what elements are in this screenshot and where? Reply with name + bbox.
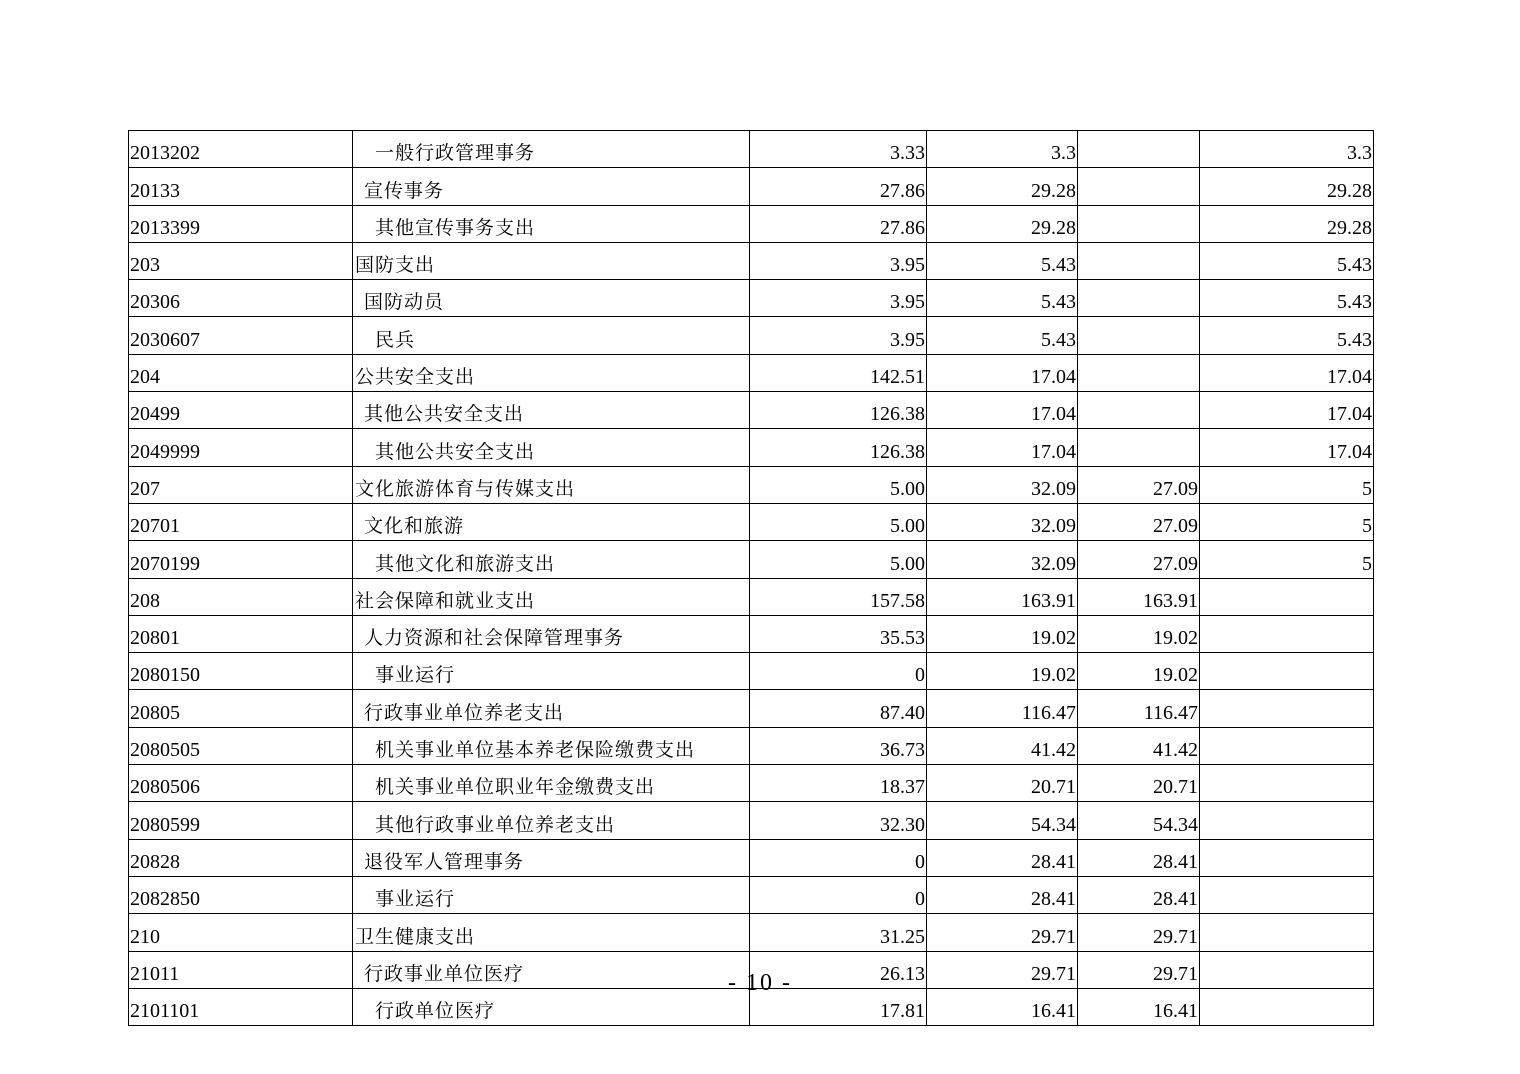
subject-code-cell: 2080506 [129,765,353,802]
budget-table [128,130,1374,1026]
amount-cell-1: 5.00 [750,503,927,540]
amount-cell-2: 163.91 [927,578,1078,615]
subject-code-cell: 20801 [129,615,353,652]
subject-name-cell: 机关事业单位基本养老保险缴费支出 [353,727,750,764]
amount-cell-3 [1078,242,1200,279]
amount-cell-2: 19.02 [927,653,1078,690]
amount-cell-2: 20.71 [927,765,1078,802]
amount-cell-1: 0 [750,653,927,690]
amount-cell-2: 54.34 [927,802,1078,839]
table-row [129,429,1374,466]
amount-cell-2: 28.41 [927,876,1078,913]
amount-cell-3: 54.34 [1078,802,1200,839]
subject-code-cell: 21011 [129,951,353,988]
subject-code-cell: 2013399 [129,205,353,242]
amount-cell-1: 31.25 [750,914,927,951]
subject-code-cell: 2070199 [129,541,353,578]
amount-cell-3 [1078,317,1200,354]
subject-code-cell: 203 [129,242,353,279]
amount-cell-4: 5.43 [1200,242,1374,279]
amount-cell-4: 5 [1200,503,1374,540]
amount-cell-4: 17.04 [1200,354,1374,391]
amount-cell-3 [1078,131,1200,168]
amount-cell-3: 28.41 [1078,839,1200,876]
amount-cell-3: 16.41 [1078,988,1200,1025]
amount-cell-3: 29.71 [1078,914,1200,951]
subject-name-cell: 民兵 [353,317,750,354]
table-row [129,317,1374,354]
subject-name-cell: 事业运行 [353,876,750,913]
amount-cell-2: 3.3 [927,131,1078,168]
subject-name-cell: 其他宣传事务支出 [353,205,750,242]
subject-name-cell: 退役军人管理事务 [353,839,750,876]
amount-cell-1: 26.13 [750,951,927,988]
amount-cell-1: 3.33 [750,131,927,168]
amount-cell-2: 5.43 [927,242,1078,279]
amount-cell-3: 116.47 [1078,690,1200,727]
table-row [129,242,1374,279]
table-row [129,802,1374,839]
subject-name-cell: 文化旅游体育与传媒支出 [353,466,750,503]
amount-cell-2: 116.47 [927,690,1078,727]
amount-cell-2: 16.41 [927,988,1078,1025]
page-number: - 10 - [728,970,792,996]
amount-cell-2: 5.43 [927,280,1078,317]
amount-cell-1: 142.51 [750,354,927,391]
amount-cell-2: 19.02 [927,615,1078,652]
subject-name-cell: 行政事业单位医疗 [353,951,750,988]
amount-cell-3 [1078,168,1200,205]
amount-cell-1: 27.86 [750,205,927,242]
amount-cell-4 [1200,727,1374,764]
amount-cell-1: 157.58 [750,578,927,615]
amount-cell-1: 18.37 [750,765,927,802]
subject-code-cell: 2013202 [129,131,353,168]
amount-cell-1: 3.95 [750,242,927,279]
amount-cell-3: 19.02 [1078,615,1200,652]
amount-cell-4 [1200,653,1374,690]
amount-cell-4 [1200,690,1374,727]
table-row [129,615,1374,652]
amount-cell-3: 19.02 [1078,653,1200,690]
amount-cell-4 [1200,839,1374,876]
subject-name-cell: 公共安全支出 [353,354,750,391]
subject-name-cell: 社会保障和就业支出 [353,578,750,615]
table-row [129,876,1374,913]
amount-cell-3 [1078,354,1200,391]
amount-cell-1: 0 [750,839,927,876]
subject-name-cell: 人力资源和社会保障管理事务 [353,615,750,652]
amount-cell-4: 17.04 [1200,429,1374,466]
subject-name-cell: 国防支出 [353,242,750,279]
amount-cell-3 [1078,205,1200,242]
amount-cell-4 [1200,802,1374,839]
subject-code-cell: 2080505 [129,727,353,764]
amount-cell-1: 3.95 [750,317,927,354]
subject-code-cell: 20306 [129,280,353,317]
amount-cell-3: 28.41 [1078,876,1200,913]
subject-code-cell: 2030607 [129,317,353,354]
amount-cell-4 [1200,876,1374,913]
amount-cell-4 [1200,765,1374,802]
budget-table-body [129,131,1374,1026]
amount-cell-4 [1200,914,1374,951]
subject-code-cell: 2080599 [129,802,353,839]
amount-cell-4: 17.04 [1200,392,1374,429]
amount-cell-3 [1078,280,1200,317]
subject-name-cell: 行政单位医疗 [353,988,750,1025]
table-row [129,280,1374,317]
subject-name-cell: 卫生健康支出 [353,914,750,951]
amount-cell-4: 5 [1200,466,1374,503]
amount-cell-1: 17.81 [750,988,927,1025]
amount-cell-2: 29.71 [927,914,1078,951]
subject-code-cell: 20133 [129,168,353,205]
table-row [129,765,1374,802]
amount-cell-1: 27.86 [750,168,927,205]
amount-cell-1: 3.95 [750,280,927,317]
amount-cell-4: 5.43 [1200,317,1374,354]
amount-cell-4: 5 [1200,541,1374,578]
amount-cell-2: 17.04 [927,392,1078,429]
amount-cell-2: 29.28 [927,205,1078,242]
amount-cell-1: 87.40 [750,690,927,727]
amount-cell-2: 29.71 [927,951,1078,988]
amount-cell-3: 29.71 [1078,951,1200,988]
amount-cell-1: 5.00 [750,541,927,578]
amount-cell-3: 163.91 [1078,578,1200,615]
amount-cell-1: 126.38 [750,392,927,429]
subject-name-cell: 一般行政管理事务 [353,131,750,168]
table-row [129,578,1374,615]
amount-cell-2: 32.09 [927,466,1078,503]
table-row [129,466,1374,503]
subject-name-cell: 其他文化和旅游支出 [353,541,750,578]
subject-code-cell: 20499 [129,392,353,429]
amount-cell-3: 27.09 [1078,503,1200,540]
subject-code-cell: 207 [129,466,353,503]
amount-cell-2: 17.04 [927,429,1078,466]
amount-cell-2: 41.42 [927,727,1078,764]
amount-cell-1: 126.38 [750,429,927,466]
amount-cell-4: 29.28 [1200,168,1374,205]
table-row [129,131,1374,168]
subject-name-cell: 文化和旅游 [353,503,750,540]
amount-cell-3: 41.42 [1078,727,1200,764]
amount-cell-4: 5.43 [1200,280,1374,317]
amount-cell-1: 35.53 [750,615,927,652]
subject-name-cell: 机关事业单位职业年金缴费支出 [353,765,750,802]
amount-cell-4: 29.28 [1200,205,1374,242]
table-row [129,541,1374,578]
table-row [129,354,1374,391]
amount-cell-1: 32.30 [750,802,927,839]
table-row [129,392,1374,429]
subject-code-cell: 208 [129,578,353,615]
amount-cell-1: 36.73 [750,727,927,764]
subject-name-cell: 其他行政事业单位养老支出 [353,802,750,839]
amount-cell-2: 32.09 [927,503,1078,540]
table-row [129,168,1374,205]
amount-cell-4 [1200,615,1374,652]
table-row [129,727,1374,764]
subject-name-cell: 事业运行 [353,653,750,690]
amount-cell-2: 5.43 [927,317,1078,354]
amount-cell-3: 27.09 [1078,466,1200,503]
amount-cell-4: 3.3 [1200,131,1374,168]
table-row [129,503,1374,540]
subject-code-cell: 2082850 [129,876,353,913]
table-row [129,653,1374,690]
amount-cell-2: 32.09 [927,541,1078,578]
subject-code-cell: 210 [129,914,353,951]
table-row [129,205,1374,242]
amount-cell-1: 5.00 [750,466,927,503]
subject-code-cell: 2101101 [129,988,353,1025]
subject-code-cell: 2080150 [129,653,353,690]
amount-cell-2: 28.41 [927,839,1078,876]
amount-cell-4 [1200,578,1374,615]
amount-cell-3 [1078,429,1200,466]
table-row [129,839,1374,876]
subject-name-cell: 国防动员 [353,280,750,317]
subject-code-cell: 20701 [129,503,353,540]
amount-cell-2: 17.04 [927,354,1078,391]
amount-cell-1: 0 [750,876,927,913]
subject-name-cell: 其他公共安全支出 [353,392,750,429]
amount-cell-3 [1078,392,1200,429]
subject-name-cell: 行政事业单位养老支出 [353,690,750,727]
subject-code-cell: 204 [129,354,353,391]
subject-name-cell: 其他公共安全支出 [353,429,750,466]
subject-name-cell: 宣传事务 [353,168,750,205]
subject-code-cell: 20828 [129,839,353,876]
table-row [129,914,1374,951]
amount-cell-3: 27.09 [1078,541,1200,578]
table-row [129,690,1374,727]
amount-cell-3: 20.71 [1078,765,1200,802]
subject-code-cell: 20805 [129,690,353,727]
subject-code-cell: 2049999 [129,429,353,466]
amount-cell-2: 29.28 [927,168,1078,205]
